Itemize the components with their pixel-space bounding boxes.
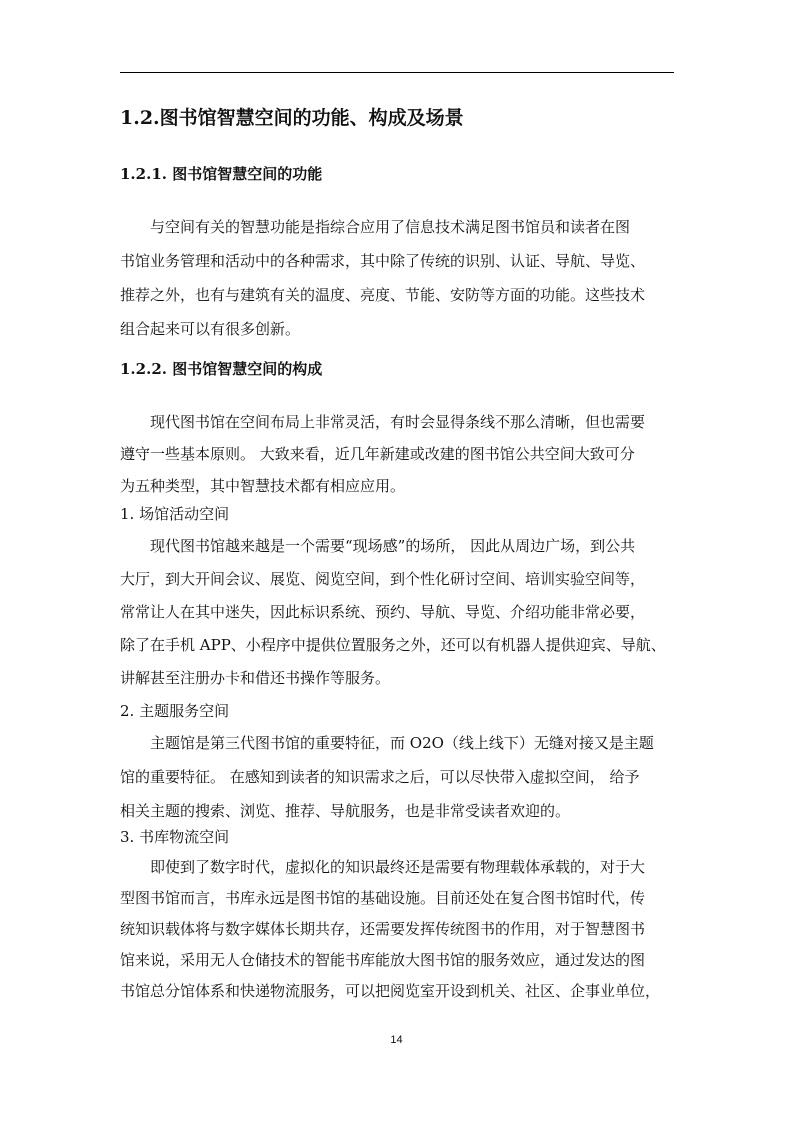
text-line: 相关主题的搜索、浏览、推荐、导航服务，也是非常受读者欢迎的。: [120, 802, 571, 820]
section-heading: 1.2.图书馆智慧空间的功能、构成及场景: [120, 107, 464, 129]
subsection-heading-composition: 1.2.2. 图书馆智慧空间的构成: [120, 360, 323, 378]
text-line: 常常让人在其中迷失，因此标识系统、预约、导航、导览、介绍功能非常必要，: [120, 603, 646, 621]
list-item-label-stack-space: 3. 书库物流空间: [120, 828, 230, 846]
theme-space-paragraph: [120, 726, 674, 828]
text-line: 现代图书馆在空间布局上非常灵活，有时会显得条线不那么清晰，但也需要: [120, 413, 646, 431]
text-line: 馆的重要特征。 在感知到读者的知识需求之后，可以尽快带入虚拟空间， 给予: [120, 768, 640, 786]
text-line: 组合起来可以有很多创新。: [120, 320, 301, 338]
text-line: 与空间有关的智慧功能是指综合应用了信息技术满足图书馆员和读者在图: [120, 218, 631, 236]
list-item-label-theme-space: 2. 主题服务空间: [120, 702, 230, 720]
text-line: 大厅，到大开间会议、展览、阅览空间，到个性化研讨空间、培训实验空间等，: [120, 570, 646, 588]
text-line: 书馆总分馆体系和快递物流服务，可以把阅览室开设到机关、社区、企事业单位，: [120, 982, 661, 1000]
function-paragraph: [120, 210, 674, 346]
text-line: 推荐之外，也有与建筑有关的温度、亮度、节能、安防等方面的功能。这些技术: [120, 286, 646, 304]
text-line: 即使到了数字时代，虚拟化的知识最终还是需要有物理载体承载的，对于大: [120, 858, 646, 876]
text-line: 型图书馆而言，书库永远是图书馆的基础设施。目前还处在复合图书馆时代，传: [120, 889, 646, 907]
text-line: 书馆业务管理和活动中的各种需求，其中除了传统的识别、认证、导航、导览、: [120, 252, 646, 270]
text-line: 主题馆是第三代图书馆的重要特征，而 O2O（线上线下）无缝对接又是主题: [120, 734, 654, 752]
text-line: 遵守一些基本原则。 大致来看，近几年新建或改建的图书馆公共空间大致可分: [120, 445, 635, 463]
text-line: 馆来说，采用无人仓储技术的智能书库能放大图书馆的服务效应，通过发达的图: [120, 951, 646, 969]
text-line: 为五种类型，其中智慧技术都有相应应用。: [120, 477, 406, 495]
header-rule: [120, 72, 674, 73]
text-line: 现代图书馆越来越是一个需要“现场感”的场所， 因此从周边广场，到公共: [120, 537, 636, 555]
page-number: 14: [390, 1034, 403, 1046]
text-line: 讲解甚至注册办卡和借还书操作等服务。: [120, 669, 391, 687]
text-line: 除了在手机 APP、小程序中提供位置服务之外，还可以有机器人提供迎宾、导航、: [120, 636, 666, 654]
venue-space-paragraph: [120, 530, 674, 695]
stack-space-paragraph: [120, 852, 674, 1007]
text-line: 统知识载体将与数字媒体长期共存，还需要发挥传统图书的作用，对于智慧图书: [120, 920, 646, 938]
composition-intro-paragraph: [120, 406, 674, 502]
subsection-heading-function: 1.2.1. 图书馆智慧空间的功能: [120, 165, 323, 183]
list-item-label-venue-space: 1. 场馆活动空间: [120, 505, 230, 523]
